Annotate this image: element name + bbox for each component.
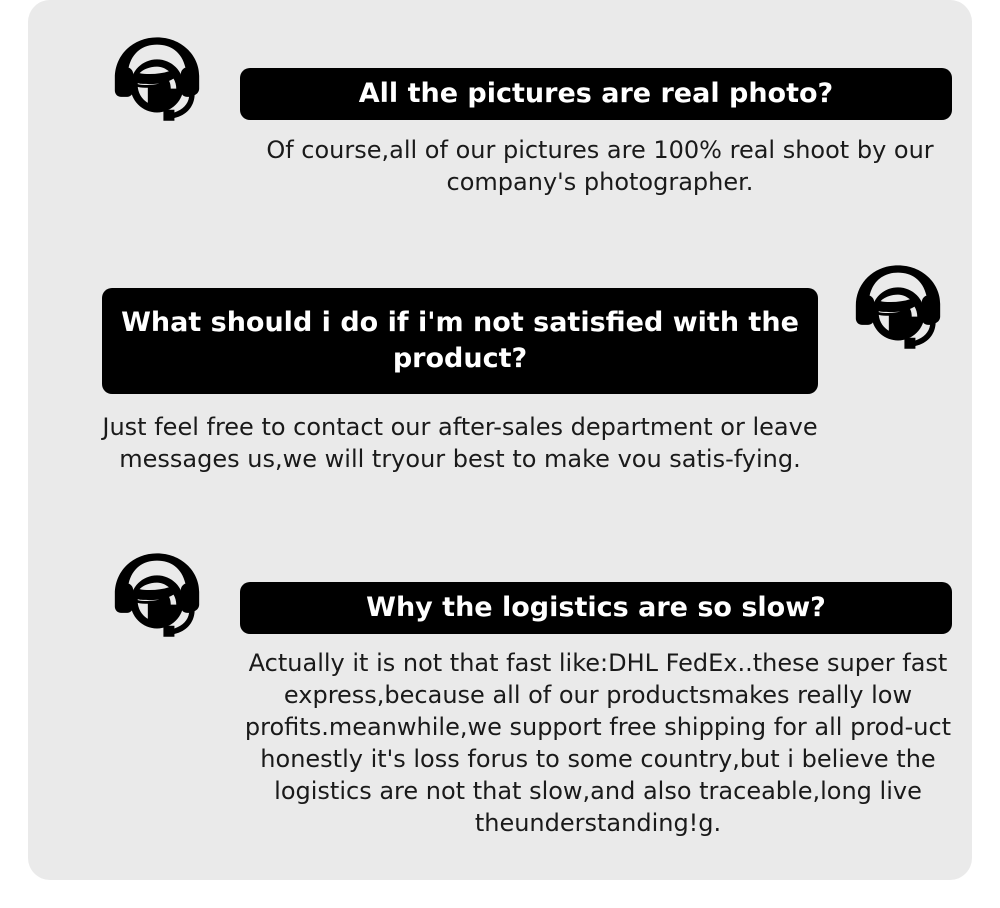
faq-answer-1: Of course,all of our pictures are 100% real shoot by our company's photographer. xyxy=(266,136,934,196)
faq-question-bar-2: What should i do if i'm not satisfied with the product? xyxy=(102,288,818,394)
headset-operator-icon xyxy=(102,546,212,656)
faq-answer-2: Just feel free to contact our after-sales department or leave messages us,we will tryour best to make vou satis-fying. xyxy=(102,413,818,473)
headset-operator-icon xyxy=(843,258,953,368)
faq-question-bar-3: Why the logistics are so slow? xyxy=(240,582,952,634)
headset-operator-icon xyxy=(102,30,212,140)
faq-question-bar-1: All the pictures are real photo? xyxy=(240,68,952,120)
faq-panel xyxy=(28,0,972,880)
faq-answer-3: Actually it is not that fast like:DHL FedEx..these super fast express,because all of our productsmakes really low profits.meanwhile,we support free shipping for all prod-uct honestly it's loss forus to some country,but i believe the logistics are not that slow,and also traceable,long live theunderstanding!g. xyxy=(244,649,952,837)
